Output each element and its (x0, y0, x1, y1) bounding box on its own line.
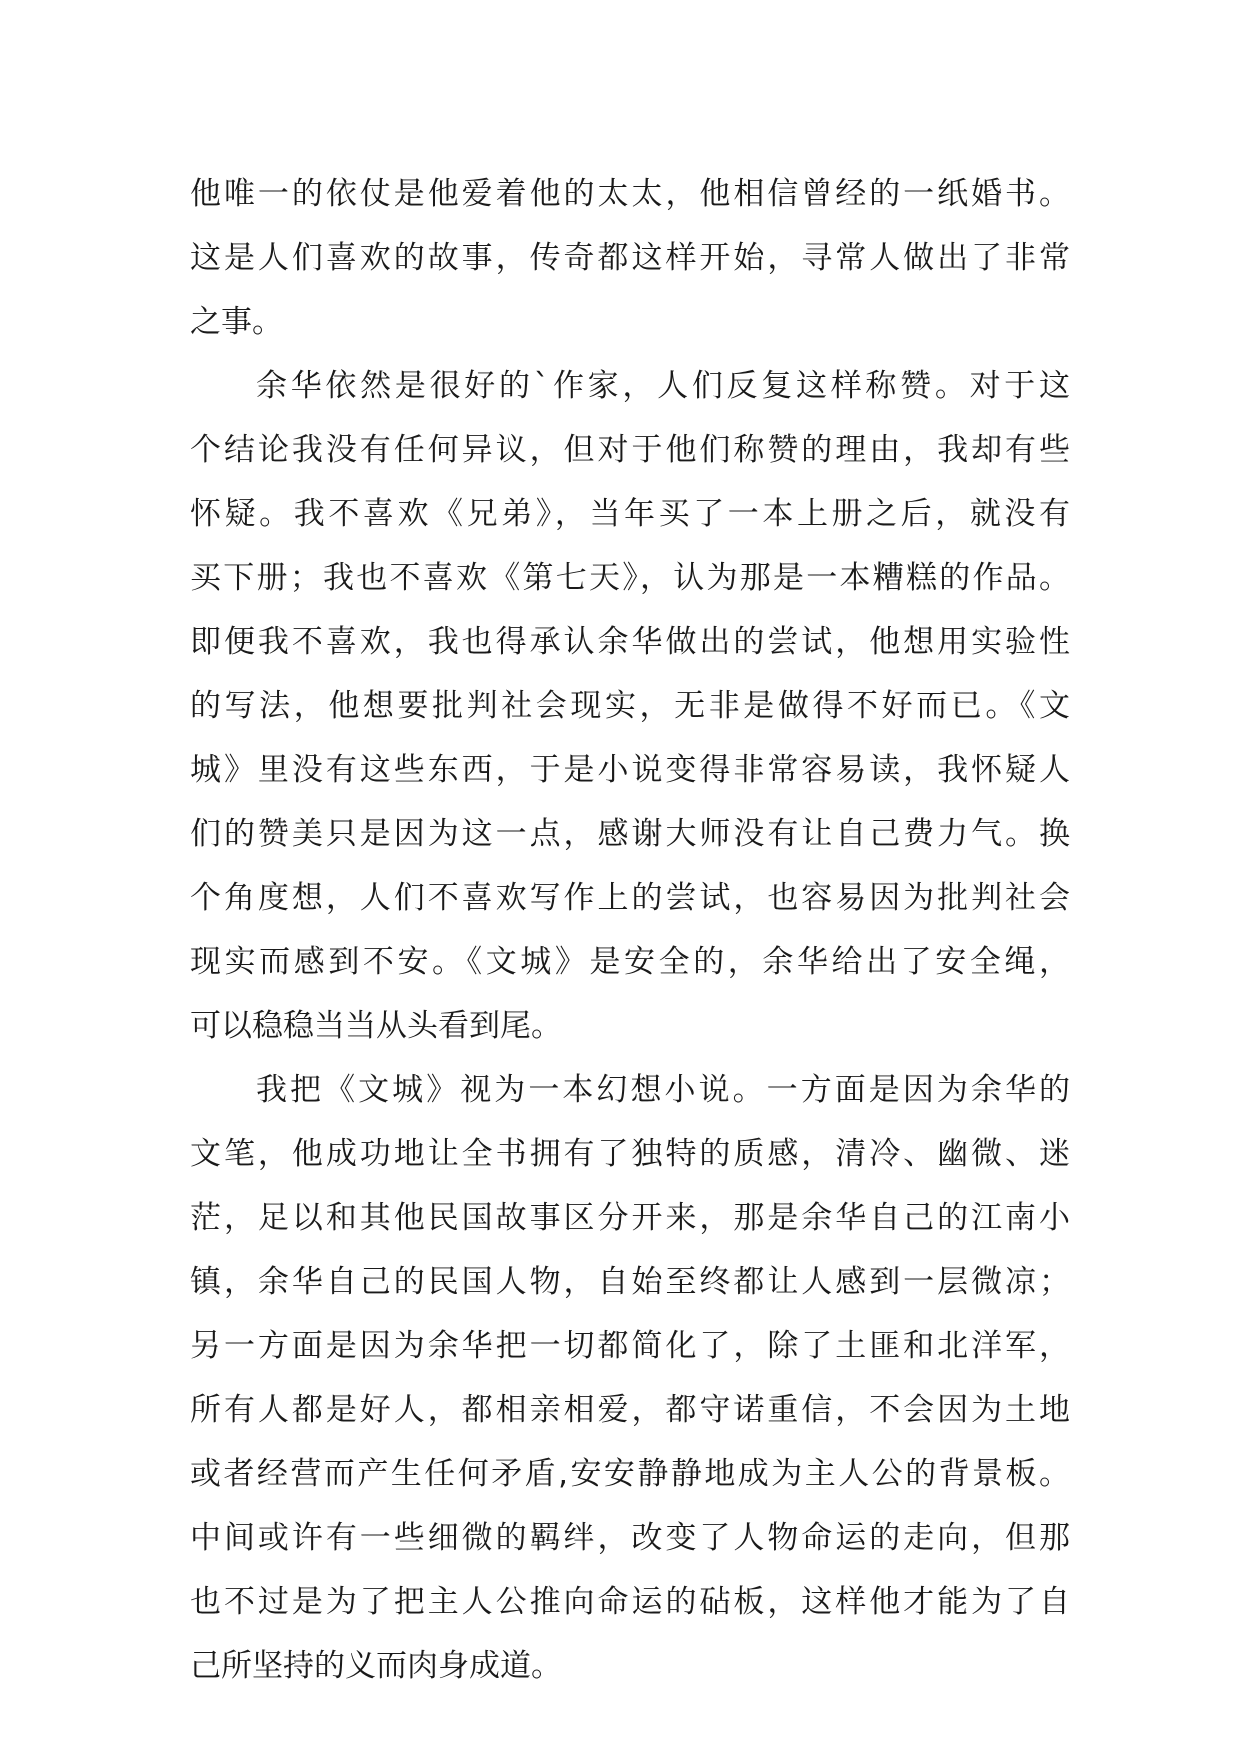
paragraph-2-line-7: 城》里没有这些东西，于是小说变得非常容易读，我怀疑人 (190, 752, 1070, 788)
paragraph-2-line-6: 的写法，他想要批判社会现实，无非是做得不好而已。《文 (190, 688, 1070, 724)
paragraph-3-line-2: 文笔，他成功地让全书拥有了独特的质感，清冷、幽微、迷 (190, 1136, 1070, 1172)
paragraph-2-line-1: 余华依然是很好的`作家，人们反复这样称赞。对于这 (256, 368, 1070, 404)
paragraph-2-line-11: 可以稳稳当当从头看到尾。 (190, 1008, 562, 1044)
paragraph-1-line-1: 他唯一的依仗是他爱着他的太太，他相信曾经的一纸婚书。 (190, 176, 1070, 212)
body-text (190, 162, 1070, 1698)
paragraph-1-line-2: 这是人们喜欢的故事，传奇都这样开始，寻常人做出了非常 (190, 240, 1070, 276)
paragraph-2-line-2: 个结论我没有任何异议，但对于他们称赞的理由，我却有些 (190, 432, 1070, 468)
paragraph-2-line-8: 们的赞美只是因为这一点，感谢大师没有让自己费力气。换 (190, 816, 1070, 852)
paragraph-3-line-8: 中间或许有一些细微的羁绊，改变了人物命运的走向，但那 (190, 1520, 1070, 1556)
paragraph-3-line-1: 我把《文城》视为一本幻想小说。一方面是因为余华的 (256, 1072, 1070, 1108)
paragraph-2-line-9: 个角度想，人们不喜欢写作上的尝试，也容易因为批判社会 (190, 880, 1070, 916)
paragraph-3-line-7: 或者经营而产生任何矛盾,安安静静地成为主人公的背景板。 (190, 1456, 1070, 1492)
paragraph-1-line-3: 之事。 (190, 304, 283, 340)
paragraph-2-line-4: 买下册；我也不喜欢《第七天》，认为那是一本糟糕的作品。 (190, 560, 1070, 596)
paragraph-3-line-5: 另一方面是因为余华把一切都简化了，除了土匪和北洋军， (190, 1328, 1070, 1364)
paragraph-3-line-4: 镇，余华自己的民国人物，自始至终都让人感到一层微凉； (190, 1264, 1070, 1300)
paragraph-2-line-10: 现实而感到不安。《文城》是安全的，余华给出了安全绳， (190, 944, 1070, 980)
paragraph-3-line-6: 所有人都是好人，都相亲相爱，都守诺重信，不会因为土地 (190, 1392, 1070, 1428)
paragraph-2-line-3: 怀疑。我不喜欢《兄弟》，当年买了一本上册之后，就没有 (190, 496, 1070, 532)
paragraph-3-line-3: 茫，足以和其他民国故事区分开来，那是余华自己的江南小 (190, 1200, 1070, 1236)
paragraph-2-line-5: 即便我不喜欢，我也得承认余华做出的尝试，他想用实验性 (190, 624, 1070, 660)
paragraph-3-line-10: 己所坚持的义而肉身成道。 (190, 1648, 562, 1684)
paragraph-3-line-9: 也不过是为了把主人公推向命运的砧板，这样他才能为了自 (190, 1584, 1070, 1620)
